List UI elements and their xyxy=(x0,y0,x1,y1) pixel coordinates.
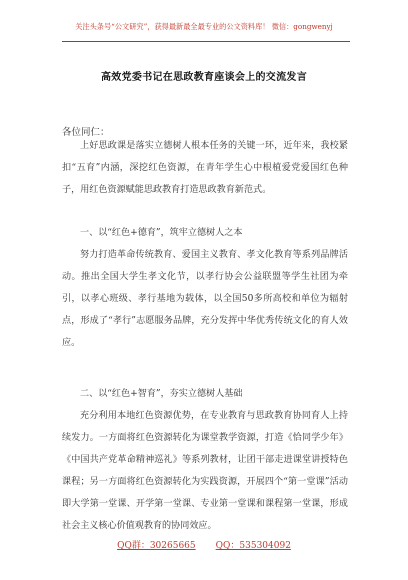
paragraph-section-1: 努力打造革命传统教育、爱国主义教育、孝文化教育等系列品牌活动。推出全国大学生孝文化节，以孝行协会公益联盟等学生社团为牵引，以孝心班级、孝行基地为载体，以全国50多所高校和单位为辐射点，形成了“孝行”志愿服务品牌，充分发挥中华优秀传统文化的育人效应。 xyxy=(62,250,348,348)
footer-qq-group: QQ群：30265665 xyxy=(117,541,196,551)
footer-contacts xyxy=(0,538,408,551)
salutation: 各位同仁： xyxy=(62,127,110,138)
paragraph-section-2: 充分利用本地红色资源优势，在专业教育与思政教育协同育人上持续发力。一方面将红色资源转化为课堂教学资源，打造《恰同学少年》《中国共产党革命精神巡礼》等系列教材，让团干部走进课堂讲授特色课程；另一方面将红色资源转化为实践资源，开展四个“第一堂课”活动即大学第一堂课、开学第一堂课、专业第一堂课和课程第一堂课，形成社会主义核心价值观教育的协同效应。 xyxy=(62,411,348,531)
header-note: 关注头条号“公文研究”，获得最新最全最专业的公文资料库！ 微信：gongwenyj xyxy=(75,22,333,31)
header-divider xyxy=(62,41,350,42)
footer-qq: QQ：535304092 xyxy=(215,541,291,551)
section-heading-1: 一、以“红色+德育”，筑牢立德树人之本 xyxy=(80,228,243,238)
document-title: 高效党委书记在思政教育座谈会上的交流发言 xyxy=(101,72,307,83)
paragraph-intro: 上好思政课是落实立德树人根本任务的关键一环，近年来，我校紧扣“五育”内涵，深挖红色资源，在青年学生心中根植爱党爱国红色种子，用红色资源赋能思政教育打造思政教育新范式。 xyxy=(62,141,348,195)
section-heading-2: 二、以“红色+智育”，夯实立德树人基础 xyxy=(80,389,243,399)
